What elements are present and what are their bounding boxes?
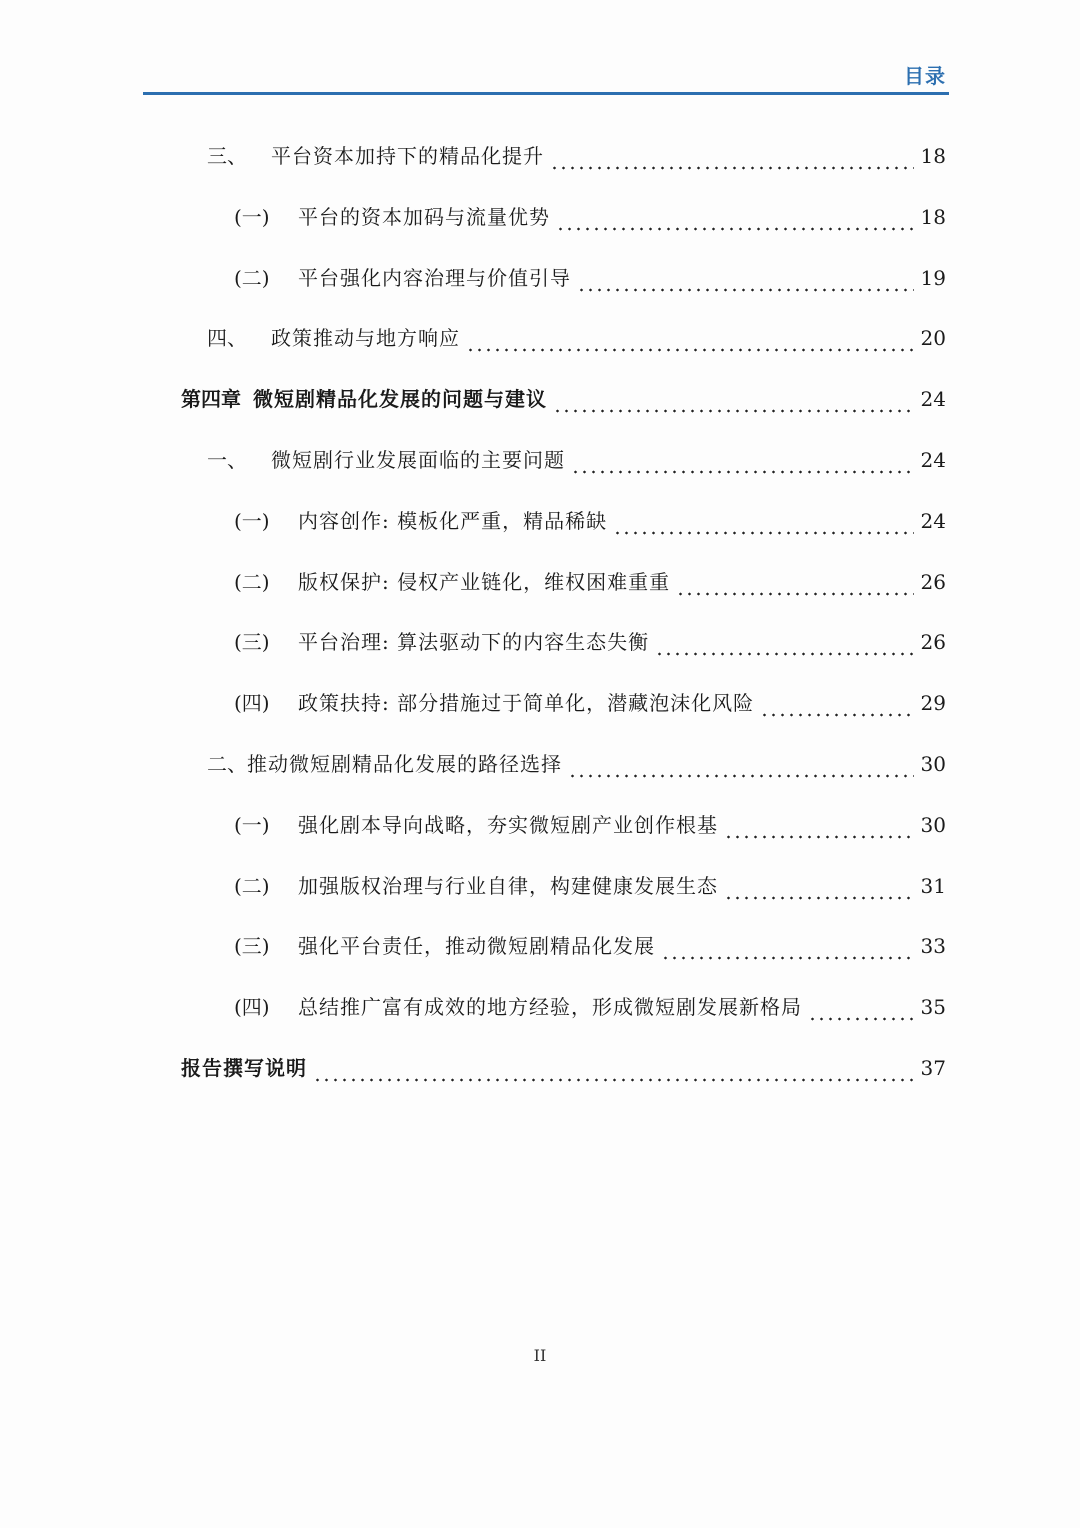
toc-entry-number: (二) (234, 266, 270, 290)
toc-leader-dots (724, 810, 914, 840)
toc-entry[interactable] (234, 871, 946, 901)
toc-entry-page: 30 (920, 752, 946, 776)
toc-entry[interactable] (234, 992, 946, 1022)
toc-entry[interactable] (234, 688, 946, 718)
toc-entry-page: 31 (920, 874, 946, 898)
toc-entry-title: 报告撰写说明 (181, 1056, 307, 1080)
toc-entry-number: 一、 (207, 448, 247, 472)
toc-entry-title: 微短剧精品化发展的问题与建议 (253, 387, 547, 411)
toc-entry-page: 24 (920, 387, 946, 411)
toc-entry-page: 29 (920, 691, 946, 715)
toc-entry-number: 三、 (207, 144, 247, 168)
toc-entry[interactable] (207, 445, 946, 475)
toc-leader-dots (613, 506, 914, 536)
toc-entry-number: (三) (234, 934, 270, 958)
toc-entry-page: 18 (920, 205, 946, 229)
toc-leader-dots (571, 445, 914, 475)
toc-entry-title: 平台的资本加码与流量优势 (298, 205, 550, 229)
toc-entry-title: 政策扶持: 部分措施过于简单化，潜藏泡沫化风险 (298, 691, 755, 715)
toc-leader-dots (760, 688, 914, 718)
toc-leader-dots (724, 871, 914, 901)
toc-entry-page: 26 (920, 630, 946, 654)
toc-entry-number: (二) (234, 570, 270, 594)
toc-entry-page: 30 (920, 813, 946, 837)
footer-page-number: II (533, 1346, 547, 1365)
toc-leader-dots (313, 1053, 914, 1083)
toc-entry-number: (四) (234, 995, 270, 1019)
toc-leader-dots (466, 323, 914, 353)
toc-entry-title: 平台治理: 算法驱动下的内容生态失衡 (298, 630, 650, 654)
toc-entry-title: 加强版权治理与行业自律，构建健康发展生态 (298, 874, 718, 898)
toc-entry-title: 政策推动与地方响应 (271, 326, 460, 350)
toc-entry-title: 内容创作: 模板化严重，精品稀缺 (298, 509, 608, 533)
toc-entry-appendix[interactable] (181, 1053, 946, 1083)
toc-leader-dots (661, 931, 914, 961)
toc-leader-dots (553, 384, 914, 414)
toc-leader-dots (550, 141, 914, 171)
toc-entry[interactable] (234, 931, 946, 961)
toc-entry-title: 版权保护: 侵权产业链化，维权困难重重 (298, 570, 671, 594)
toc-entry-number: (三) (234, 630, 270, 654)
toc-entry-number: 四、 (207, 326, 247, 350)
toc-entry[interactable] (234, 567, 946, 597)
toc-leader-dots (568, 749, 914, 779)
toc-entry-title: 推动微短剧精品化发展的路径选择 (247, 752, 562, 776)
toc-leader-dots (556, 202, 914, 232)
toc-entry-page: 20 (920, 326, 946, 350)
toc-leader-dots (676, 567, 914, 597)
toc-entry-number: 二、 (207, 752, 247, 776)
toc-entry[interactable] (234, 627, 946, 657)
header-rule (143, 92, 949, 95)
toc-entry-number: 第四章 (181, 387, 241, 411)
toc-entry-page: 33 (920, 934, 946, 958)
toc-entry[interactable] (234, 263, 946, 293)
toc-entry-title: 强化平台责任，推动微短剧精品化发展 (298, 934, 655, 958)
toc-entry-page: 37 (920, 1056, 946, 1080)
toc-entry-title: 总结推广富有成效的地方经验，形成微短剧发展新格局 (298, 995, 802, 1019)
toc-entry-page: 19 (920, 266, 946, 290)
toc-leader-dots (808, 992, 914, 1022)
toc-entry[interactable] (207, 323, 946, 353)
toc-entry-number: (一) (234, 813, 270, 837)
toc-entry-page: 35 (920, 995, 946, 1019)
toc-entry-title: 平台资本加持下的精品化提升 (271, 144, 544, 168)
toc-entry-page: 18 (920, 144, 946, 168)
toc-entry-number: (二) (234, 874, 270, 898)
header-title: 目录 (904, 64, 946, 88)
toc-entry[interactable] (207, 749, 946, 779)
toc-entry-number: (四) (234, 691, 270, 715)
toc-leader-dots (655, 627, 914, 657)
toc-entry[interactable] (207, 141, 946, 171)
toc-entry-title: 微短剧行业发展面临的主要问题 (271, 448, 565, 472)
toc-entry-title: 平台强化内容治理与价值引导 (298, 266, 571, 290)
toc-entry[interactable] (234, 810, 946, 840)
toc-entry-number: (一) (234, 509, 270, 533)
toc-entry-number: (一) (234, 205, 270, 229)
toc-entry-page: 26 (920, 570, 946, 594)
toc-entry-chapter[interactable] (181, 384, 946, 414)
toc-entry-page: 24 (920, 448, 946, 472)
toc-entry[interactable] (234, 202, 946, 232)
toc-entry[interactable] (234, 506, 946, 536)
toc-leader-dots (577, 263, 914, 293)
toc-entry-title: 强化剧本导向战略，夯实微短剧产业创作根基 (298, 813, 718, 837)
toc-entry-page: 24 (920, 509, 946, 533)
